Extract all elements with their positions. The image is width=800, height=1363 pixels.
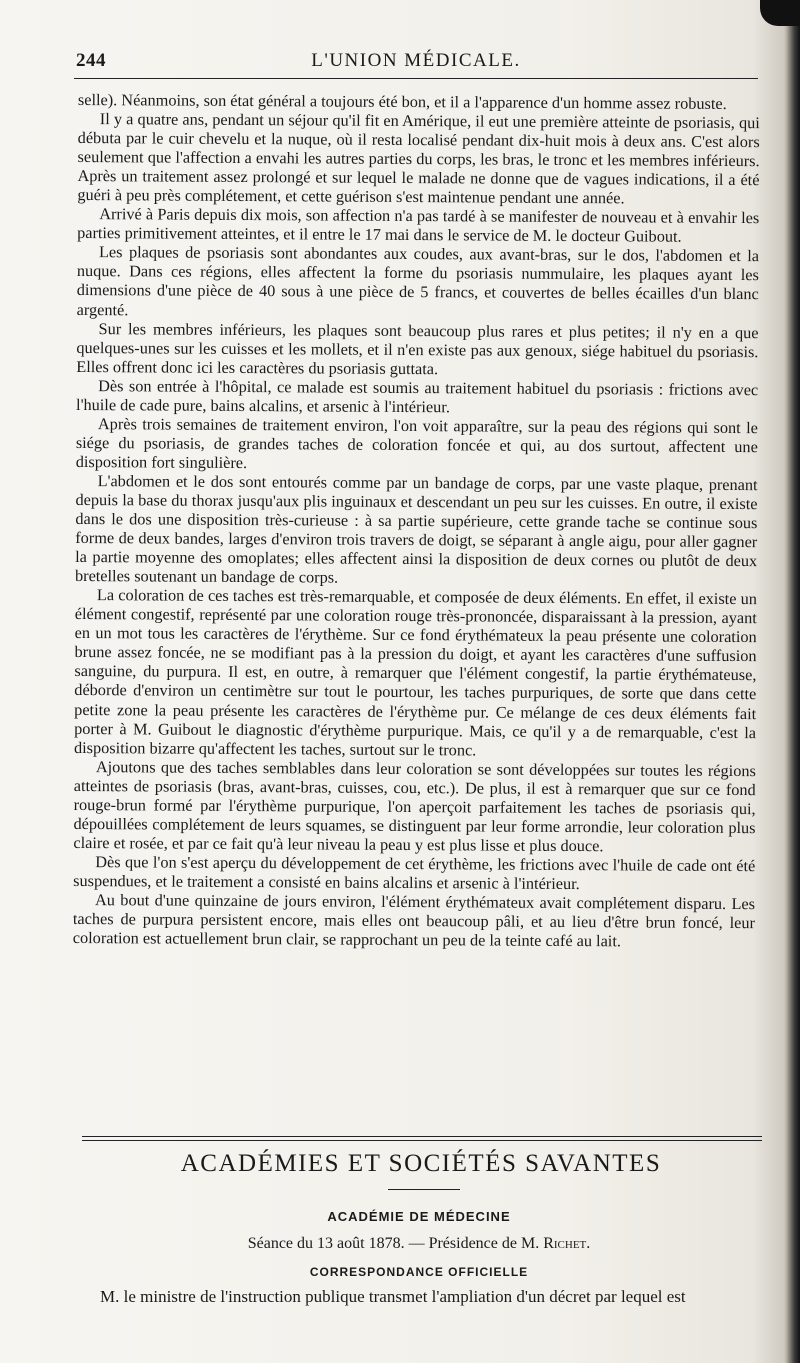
section-separator-bottom [82, 1140, 762, 1141]
academy-heading: ACADÉMIE DE MÉDECINE [327, 1209, 511, 1224]
paragraph: Au bout d'une quinzaine de jours environ, l'élément érythémateux avait complétement disparu. Les taches de purpura persistent encore, mais elles ont beaucoup pâli, et au lieu d'être brun foncé, leur coloration est actuellement brun clair, se rapprochant un peu de la teinte café au lait. [72, 890, 756, 951]
paragraph: Après trois semaines de traitement environ, l'on voit apparaître, sur la peau des régions qui sont le siége du psoriasis, de grandes taches de coloration foncée et qui, au dos surtout, affectent une disposition fort singulière. [75, 413, 759, 472]
page-number: 244 [76, 50, 106, 71]
correspondence-heading: CORRESPONDANCE OFFICIELLE [309, 1265, 529, 1279]
paragraph: La coloration de ces taches est très-remarquable, et composée de deux éléments. En effet, il existe un élément congestif, représenté par une coloration rouge très-prononcée, disparaissant à la pression, ayant en un mot tous les caractères de l'érythème. Sur ce fond érythémateux la peau présente une coloration brune assez foncée, ne se modifiant pas à la pression du doigt, et ayant les caractères d'une suffusion sanguine, du purpura. Il est, en outre, à remarquer que l'élément congestif, la partie érythémateuse, déborde d'environ un centimètre sur tout le pourtour, les taches purpuriques, de sorte que dans cette petite zone la peau présente les caractères de l'érythème pur. Ce mélange de ces deux éléments fait porter à M. Guibout le diagnostic d'érythème purpurique. Mais, ce qu'il y a de remarquable, c'est la disposition bizarre qu'affectent les taches, surtout sur le tronc. [73, 585, 757, 760]
correspondence-first-line: M. le ministre de l'instruction publique transmet l'ampliation d'un décret par lequel est [100, 1287, 686, 1306]
book-edge [786, 0, 800, 1363]
page-header [76, 48, 756, 76]
session-line [78, 1235, 760, 1253]
paragraph: Dès que l'on s'est aperçu du développement de cet érythème, les frictions avec l'huile de cade ont été suspendues, et le traitement a consisté en bains alcalins et arsenic à l'intérieur. [73, 851, 756, 894]
paragraph: Les plaques de psoriasis sont abondantes aux coudes, aux avant-bras, sur le dos, l'abdomen et la nuque. Dans ces régions, elles affectent la forme du psoriasis nummulaire, les plaques ayant les dimensions d'une pièce de 40 sous à une pièce de 5 francs, et couvertes de belles écailles d'un blanc argenté. [76, 242, 760, 319]
paragraph: L'abdomen et le dos sont entourés comme par un bandage de corps, par une vaste plaque, prenant depuis la base du thorax jusqu'aux plis inguinaux et descendant un peu sur les cuisses. En outre, il existe dans le dos une disposition très-curieuse : à sa partie supérieure, cette grande tache se continue sous forme de deux bandes, larges d'environ trois travers de doigt, se séparant à angle aigu, pour aller gagner la partie moyenne des omoplates; elles affectent ainsi la disposition de deux cornes ou plutôt de deux bretelles soutenant un bandage de corps. [74, 471, 758, 587]
paragraph: Sur les membres inférieurs, les plaques sont beaucoup plus rares et plus petites; il n'y en a que quelques-unes sur les cuisses et les mollets, et il n'en existe pas aux genoux, siége habituel du psoriasis. Elles offrent donc ici les caractères du psoriasis guttata. [76, 318, 759, 378]
session-text: Séance du 13 août 1878. — Présidence de M. [247, 1235, 544, 1252]
paragraph: Dès son entrée à l'hôpital, ce malade est soumis au traitement habituel du psoriasis : frictions avec l'huile de cade pure, bains alcalins, et arsenic à l'intérieur. [76, 375, 759, 417]
paragraph: selle). Néanmoins, son état général a toujours été bon, et il a l'apparence d'un homme assez robuste. [77, 90, 727, 113]
book-corner [760, 0, 800, 26]
paragraph: Arrivé à Paris depuis dix mois, son affection n'a pas tardé à se manifester de nouveau et à envahir les parties primitivement atteintes, et il entre le 17 mai dans le service de M. le docteur Guibout. [77, 204, 760, 247]
section-separator-top [82, 1136, 762, 1137]
section-short-rule [388, 1189, 460, 1190]
paragraph: Il y a quatre ans, pendant un séjour qu'il fit en Amérique, il eut une première atteinte de psoriasis, qui débuta par le cuir chevelu et la nuque, où il resta localisé pendant dix-huit mois à deux ans. C'est alors seulement que l'affection a envahi les autres parties du corps, les bras, le tronc et les membres inférieurs. Après un traitement assez prolongé et sur lequel le malade ne donne que de vagues indications, il a été guéri à peu près complétement, et cette guérison s'est maintenue pendant une année. [77, 109, 760, 208]
president-name: Richet. [543, 1235, 591, 1252]
header-rule [74, 78, 758, 79]
section-title: ACADÉMIES ET SOCIÉTÉS SAVANTES [180, 1150, 662, 1177]
running-title: L'UNION MÉDICALE. [311, 50, 521, 71]
paragraph: Ajoutons que des taches semblables dans leur coloration se sont développées sur toutes les régions atteintes de psoriasis (bras, avant-bras, cuisses, cou, etc.). De plus, il est à remarquer que sur ce fond rouge-brun formé par l'érythème purpurique, l'on aperçoit parfaitement les taches de psoriasis qui, dépouillées complétement de leurs squames, se distinguent par leur forme arrondie, leur coloration plus claire et rosée, et par ce fait qu'à leur niveau la peau y est plus lisse et plus douce. [73, 756, 756, 856]
article-body [73, 90, 760, 951]
